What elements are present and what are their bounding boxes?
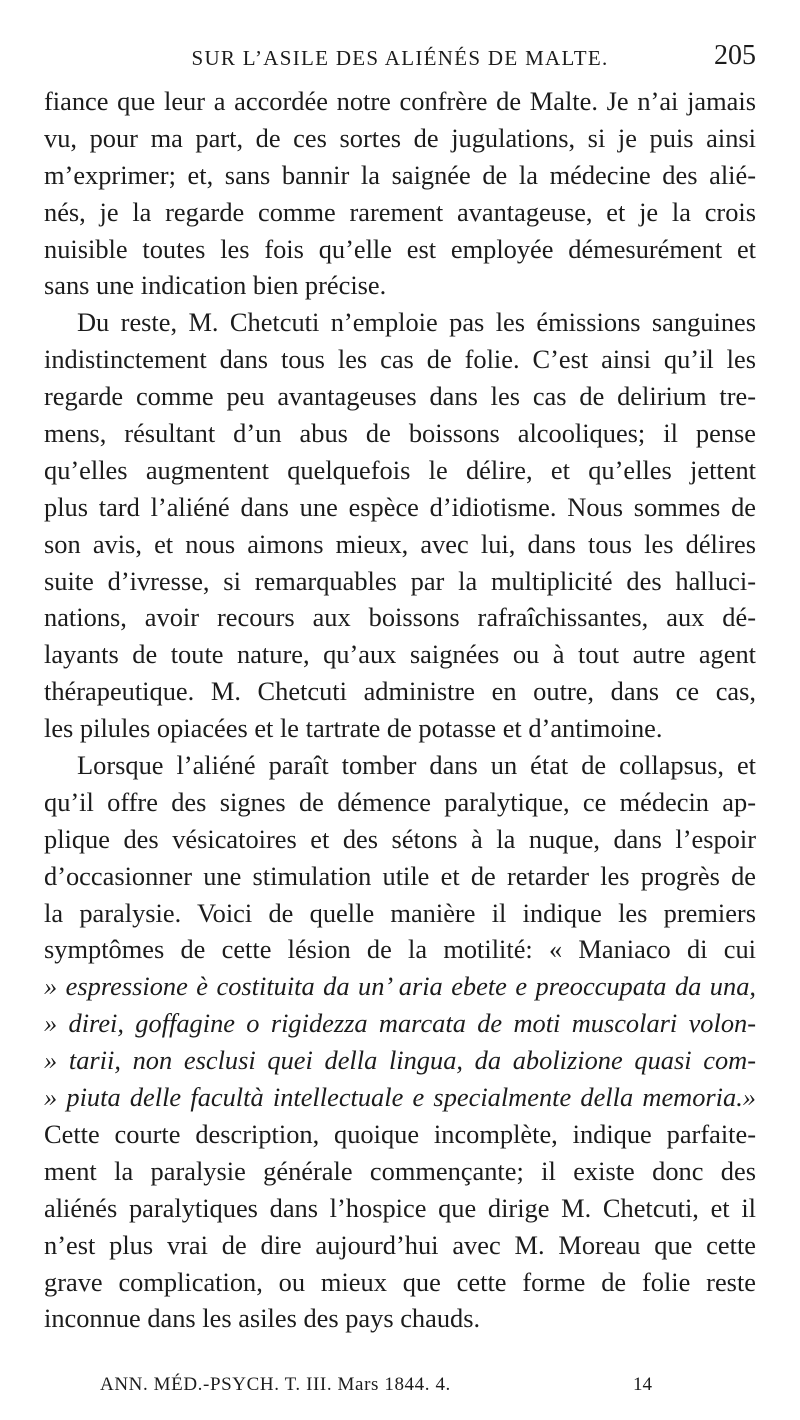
text-line: suite d’ivresse, si remarquables par la multiplicité des halluci-: [44, 565, 756, 596]
text-line: inconnue dans les asiles des pays chauds.: [44, 1303, 481, 1334]
text-line: mens, résultant d’un abus de boissons alcooliques; il pense: [44, 418, 756, 449]
sheet-number: 14: [633, 1374, 652, 1395]
text-line: fiance que leur a accordée notre confrère de Malte. Je n’ai jamais: [44, 86, 756, 116]
text-line: » direi, goffagine o rigidezza marcata de moti muscolari volon-: [44, 1008, 756, 1039]
text-line: Cette courte description, quoique incomplète, indique parfaite-: [44, 1118, 756, 1149]
footer: [100, 1372, 700, 1402]
text-line: » espressione è costituita da un’ aria ebete e preoccupata da una,: [44, 971, 756, 1002]
text-line: vu, pour ma part, de ces sortes de jugulations, si je puis ainsi: [44, 122, 756, 153]
text-line: layants de toute nature, qu’aux saignées ou à tout autre agent: [44, 639, 756, 670]
text-line: Lorsque l’aliéné paraît tomber dans un état de collapsus, et: [77, 750, 756, 781]
text-line: » tarii, non esclusi quei della lingua, da abolizione quasi com-: [44, 1045, 756, 1076]
text-line: nuisible toutes les fois qu’elle est employée démesurément et: [44, 233, 756, 264]
text-line: thérapeutique. M. Chetcuti administre en outre, dans ce cas,: [44, 676, 756, 707]
text-line: m’exprimer; et, sans bannir la saignée de la médecine des alié-: [44, 159, 756, 190]
text-line: aliénés paralytiques dans l’hospice que dirige M. Chetcuti, et il: [44, 1192, 756, 1223]
text-line: regarde comme peu avantageuses dans les cas de delirium tre-: [44, 381, 756, 412]
text-line: plus tard l’aliéné dans une espèce d’idiotisme. Nous sommes de: [44, 491, 756, 522]
text-line: nés, je la regarde comme rarement avantageuse, et je la crois: [44, 196, 756, 227]
running-head: [44, 40, 756, 74]
text-line: indistinctement dans tous les cas de folie. C’est ainsi qu’il les: [44, 344, 756, 375]
text-line: ment la paralysie générale commençante; il existe donc des: [44, 1155, 756, 1186]
body-text: [44, 83, 756, 1337]
text-line: son avis, et nous aimons mieux, avec lui, dans tous les délires: [44, 528, 756, 559]
signature-line: ANN. MÉD.-PSYCH. T. III. Mars 1844. 4.: [100, 1374, 451, 1395]
text-line: plique des vésicatoires et des sétons à la nuque, dans l’espoir: [44, 823, 756, 854]
text-line: n’est plus vrai de dire aujourd’hui avec M. Moreau que cette: [44, 1229, 756, 1260]
text-line: grave complication, ou mieux que cette forme de folie reste: [44, 1266, 756, 1297]
text-line: d’occasionner une stimulation utile et de retarder les progrès de: [44, 860, 756, 891]
text-line: symptômes de cette lésion de la motilité: « Maniaco di cui: [44, 934, 756, 965]
text-line: » piuta delle facultà intellectuale e specialmente della memoria.»: [44, 1082, 756, 1113]
text-line: sans une indication bien précise.: [44, 270, 387, 301]
text-line: qu’elles augmentent quelquefois le délire, et qu’elles jettent: [44, 454, 756, 485]
text-line: Du reste, M. Chetcuti n’emploie pas les émissions sanguines: [77, 307, 756, 338]
running-title: SUR L’ASILE DES ALIÉNÉS DE MALTE.: [191, 46, 609, 70]
page-number: 205: [714, 40, 756, 71]
text-line: nations, avoir recours aux boissons rafraîchissantes, aux dé-: [44, 602, 756, 633]
text-line: la paralysie. Voici de quelle manière il indique les premiers: [44, 897, 756, 928]
text-line: les pilules opiacées et le tartrate de potasse et d’antimoine.: [44, 713, 663, 744]
text-line: qu’il offre des signes de démence paralytique, ce médecin ap-: [44, 786, 756, 817]
